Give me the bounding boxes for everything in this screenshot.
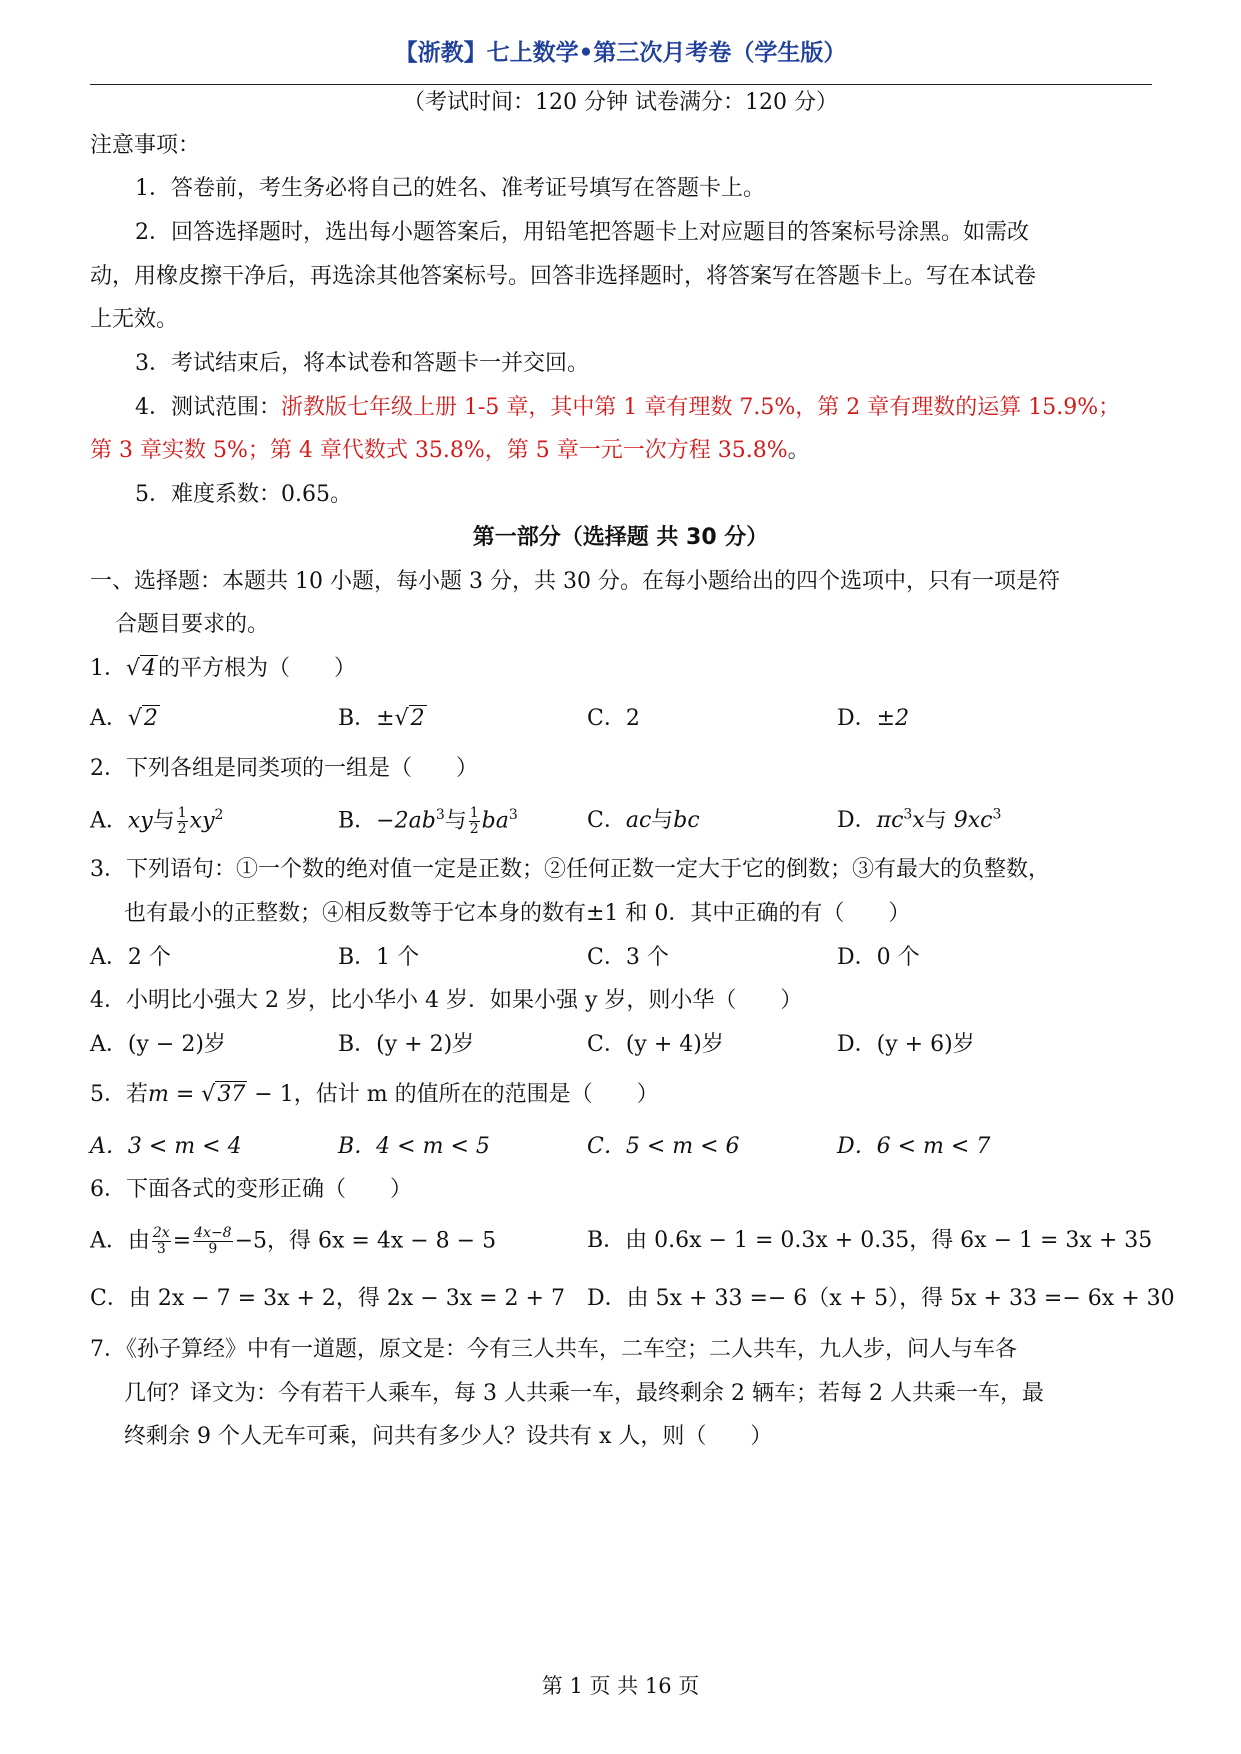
note-item-5: 5．难度系数：0.65。 [135, 482, 352, 507]
question-4-option-c: C．(y + 4)岁 [587, 1032, 724, 1057]
page-number: 第 1 页 共 16 页 [541, 1674, 700, 1698]
note-item-2-line-1: 2．回答选择题时，选出每小题答案后，用铅笔把答题卡上对应题目的答案标号涂黑。如需改 [135, 220, 1030, 245]
note-item-4-end: 。 [787, 438, 810, 463]
question-2-option-d: D．$\pi c^3x$与 $9xc^3$ [837, 806, 1002, 833]
question-2-option-c: C．ac与bc [587, 808, 700, 833]
question-5-option-a: A．3 < m < 4 [90, 1134, 242, 1159]
note-item-2-line-3: 上无效。 [90, 307, 179, 332]
question-7-stem-line-2: 几何？译文为：今有若干人乘车，每 3 人共乘一车，最终剩余 2 辆车；若每 2 人共乘一车，最 [124, 1381, 1044, 1406]
header-divider [90, 84, 1152, 85]
question-7-stem-line-1: 7．《孙子算经》中有一道题，原文是：今有三人共车，二车空；二人共车，九人步，问人与车各 [90, 1337, 1018, 1362]
question-2-option-a: A．xy与 $\frac{1}{2}$ $xy^2$ [90, 805, 224, 837]
question-5-option-c: C．5 < m < 6 [587, 1134, 740, 1159]
test-scope-text: 浙教版七年级上册 1-5 章，其中第 1 章有理数 7.5%，第 2 章有理数的运算 15.9%； [281, 395, 1121, 420]
question-6-option-c: C．由 2x − 7 = 3x + 2，得 2x − 3x = 2 + 7 [90, 1286, 565, 1311]
question-4-stem: 4．小明比小强大 2 岁，比小华小 4 岁．如果小强 y 岁，则小华（ ） [90, 988, 803, 1013]
question-1-option-b: B．±√2 [338, 706, 425, 731]
part1-title: 第一部分（选择题 共 30 分） [472, 525, 769, 550]
question-7-stem-line-3: 终剩余 9 个人无车可乘，问共有多少人？设共有 x 人，则（ ） [124, 1424, 773, 1449]
note-item-4-line-1 [135, 393, 1152, 423]
part1-instructions-line-1: 一、选择题：本题共 10 小题，每小题 3 分，共 30 分。在每小题给出的四个选项中，只有一项是符 [90, 569, 1060, 594]
question-3-stem-line-2: 也有最小的正整数；④相反数等于它本身的数有±1 和 0．其中正确的有（ ） [124, 901, 911, 926]
question-3-stem-line-1: 3．下列语句：①一个数的绝对值一定是正数；②任何正数一定大于它的倒数；③有最大的负整数， [90, 857, 1051, 882]
question-3-option-b: B．1 个 [338, 945, 420, 970]
test-scope-text-2: 第 3 章实数 5%；第 4 章代数式 35.8%，第 5 章一元一次方程 35.8% [90, 438, 788, 463]
question-6-option-a: A．由 $\frac{2x}{3}$ = $\frac{4x-8}{9}$ −5，得 6x = 4x − 8 − 5 [90, 1225, 497, 1257]
note-item-4-prefix: 4．测试范围： [135, 395, 281, 420]
note-item-1: 1．答卷前，考生务必将自己的姓名、准考证号填写在答题卡上。 [135, 176, 765, 201]
question-2-stem: 2．下列各组是同类项的一组是（ ） [90, 756, 478, 781]
question-2-option-b: B．$-2ab^3$与 $\frac{1}{2}$ $ba^3$ [338, 805, 518, 837]
question-1-stem: 1．√4的平方根为（ ） [90, 654, 1152, 684]
question-3-option-c: C．3 个 [587, 945, 669, 970]
question-1-option-c: C．2 [587, 706, 640, 731]
sqrt-expression: √4 [126, 656, 157, 681]
question-5-option-d: D．6 < m < 7 [837, 1134, 991, 1159]
note-item-3: 3．考试结束后，将本试卷和答题卡一并交回。 [135, 351, 589, 376]
notes-heading: 注意事项： [90, 133, 201, 158]
question-5-stem: 5．若m = √37 − 1，估计 m 的值所在的范围是（ ） [90, 1082, 659, 1107]
note-item-2-line-2: 动，用橡皮擦干净后，再选涂其他答案标号。回答非选择题时，将答案写在答题卡上。写在本试卷 [90, 264, 1037, 289]
question-1-option-d: D．±2 [837, 706, 910, 731]
question-6-stem: 6．下面各式的变形正确（ ） [90, 1177, 412, 1202]
question-6-option-d: D．由 5x + 33 =− 6（x + 5），得 5x + 33 =− 6x + 30 [587, 1286, 1175, 1311]
exam-info: （考试时间：120 分钟 试卷满分：120 分） [403, 90, 838, 115]
question-4-option-d: D．(y + 6)岁 [837, 1032, 975, 1057]
question-4-option-a: A．(y − 2)岁 [90, 1032, 226, 1057]
header-title: 【浙教】七上数学•第三次月考卷（学生版） [394, 40, 847, 66]
question-1-option-a: A．√2 [90, 706, 158, 731]
question-3-option-d: D．0 个 [837, 945, 920, 970]
question-5-option-b: B．4 < m < 5 [338, 1134, 490, 1159]
part1-instructions-line-2: 合题目要求的。 [115, 612, 270, 637]
note-item-4-line-2 [90, 436, 1152, 466]
question-3-option-a: A．2 个 [90, 945, 171, 970]
question-6-option-b: B．由 0.6x − 1 = 0.3x + 0.35，得 6x − 1 = 3x + 35 [587, 1228, 1153, 1253]
question-4-option-b: B．(y + 2)岁 [338, 1032, 475, 1057]
